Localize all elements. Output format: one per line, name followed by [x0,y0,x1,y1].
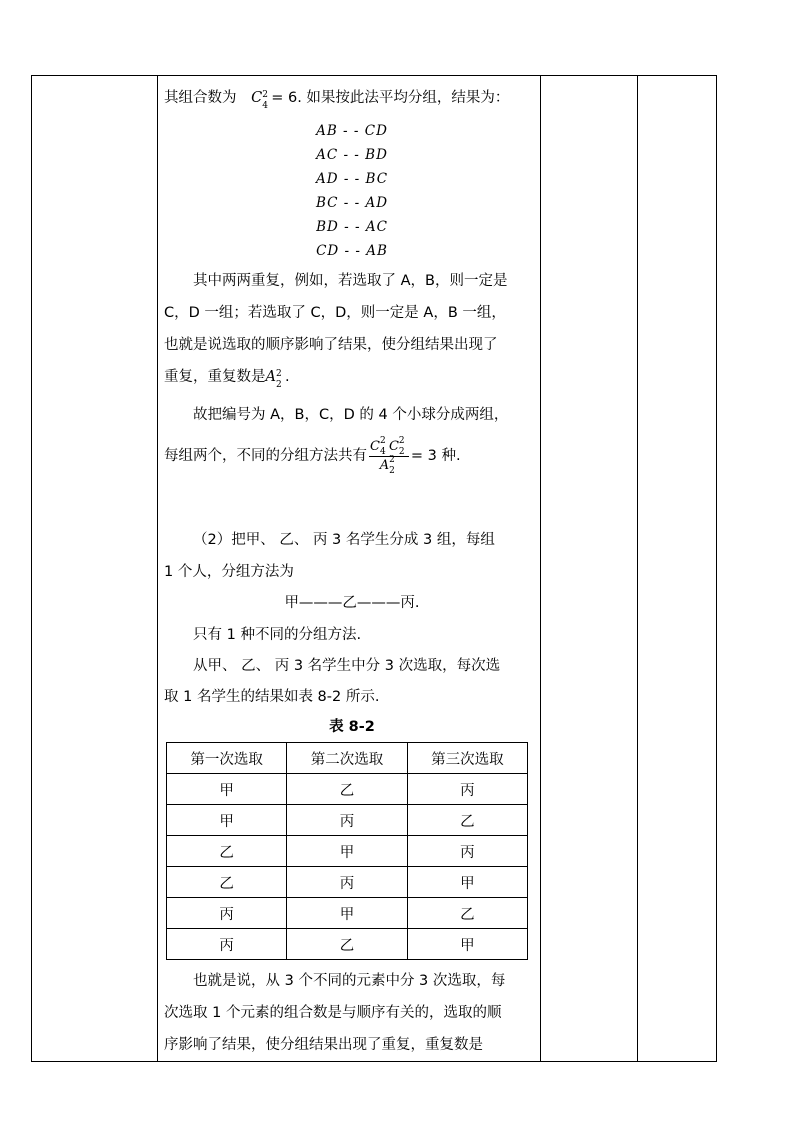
math-sub: 4 [262,101,268,111]
paragraph-line: 取 1 名学生的结果如表 8-2 所示. [164,689,380,705]
table-cell: 乙 [407,805,527,836]
paragraph-line: 1 个人，分组方法为 [164,564,294,580]
table-cell: 乙 [287,929,407,960]
math-sup: 2 [275,369,282,379]
paragraph-line: 其中两两重复，例如，若选取了 A，B，则一定是 [193,273,508,289]
combination-formula [251,90,271,111]
paragraph-line: 序影响了结果，使分组结果出现了重复，重复数是 [164,1037,483,1053]
paragraph-line: （2）把甲、 乙、 丙 3 名学生分成 3 组，每组 [193,532,495,548]
paragraph-line: 从甲、 乙、 丙 3 名学生中分 3 次选取，每次选 [193,658,501,674]
math-letter: C [370,438,380,454]
table-row [167,929,528,960]
selection-table [166,742,528,960]
math-letter: C [388,438,399,454]
table-row [167,836,528,867]
text: = 3 种. [410,448,461,464]
math-letter: A [379,457,390,473]
table-cell: 丙 [407,836,527,867]
table-cell: 甲 [167,774,287,805]
table-cell: 甲 [287,836,407,867]
math-sub: 2 [389,466,395,476]
paragraph-line: 故把编号为 A，B，C，D 的 4 个小球分成两组， [193,407,509,423]
column-divider-2 [540,75,541,1062]
table-cell: 甲 [407,929,527,960]
paragraph-line [164,367,290,390]
table-cell: 丙 [287,805,407,836]
math-sup: 2 [262,90,268,100]
math-sub: 4 [379,447,386,457]
table-header-cell: 第二次选取 [287,743,407,774]
grouping-line: 甲———乙———丙. [284,595,420,611]
math-sup: 2 [379,436,386,446]
table-row [167,867,528,898]
table-cell: 乙 [167,836,287,867]
math-letter: C [251,90,263,106]
paragraph-line: 也就是说选取的顺序影响了结果，使分组结果出现了 [164,337,498,353]
paragraph-line: C，D 一组；若选取了 C，D，则一定是 A，B 一组， [164,305,506,321]
table-caption: 表 8-2 [329,719,375,735]
table-cell: 甲 [407,867,527,898]
table-row [167,805,528,836]
table-header-row [167,743,528,774]
text: 每组两个，不同的分组方法共有 [164,448,367,464]
column-divider-3 [637,75,638,1062]
pairing-line: AC - - BD [316,147,388,163]
table-cell: 丙 [287,867,407,898]
pairing-line: AB - - CD [316,123,388,139]
column-divider-1 [157,75,158,1062]
paragraph-line: 只有 1 种不同的分组方法. [193,627,362,643]
table-cell: 乙 [167,867,287,898]
paragraph-line [164,438,461,474]
paragraph-line: 也就是说，从 3 个不同的元素中分 3 次选取，每 [193,973,506,989]
text: 重复，重复数是 [164,369,266,385]
table-row [167,898,528,929]
permutation-formula [265,369,285,390]
math-sub: 2 [275,380,282,390]
table-cell: 丙 [167,929,287,960]
table-header-cell: 第三次选取 [407,743,527,774]
pairing-line: CD - - AB [316,243,388,259]
table-cell: 乙 [287,774,407,805]
math-eq: = 6 [271,90,298,106]
lesson-content-cell [164,75,540,1062]
table-cell: 甲 [287,898,407,929]
table-cell: 甲 [167,805,287,836]
text: . 如果按此法平均分组，结果为： [297,90,510,106]
paragraph-line: 次选取 1 个元素的组合数是与顺序有关的，选取的顺 [164,1005,502,1021]
paragraph-combination-count [164,88,510,111]
math-sub: 2 [398,447,405,457]
table-cell: 丙 [407,774,527,805]
text: . [284,369,290,385]
math-letter: A [265,369,276,385]
table-cell: 乙 [407,898,527,929]
fraction-formula [369,436,409,476]
table-header-cell: 第一次选取 [167,743,287,774]
pairing-line: BC - - AD [315,195,389,211]
math-sup: 2 [398,436,405,446]
table-row [167,774,528,805]
pairing-line: AD - - BC [315,171,389,187]
text: 其组合数为 [164,90,237,106]
pairing-line: BD - - AC [316,219,388,235]
math-sup: 2 [389,455,395,465]
table-cell: 丙 [167,898,287,929]
